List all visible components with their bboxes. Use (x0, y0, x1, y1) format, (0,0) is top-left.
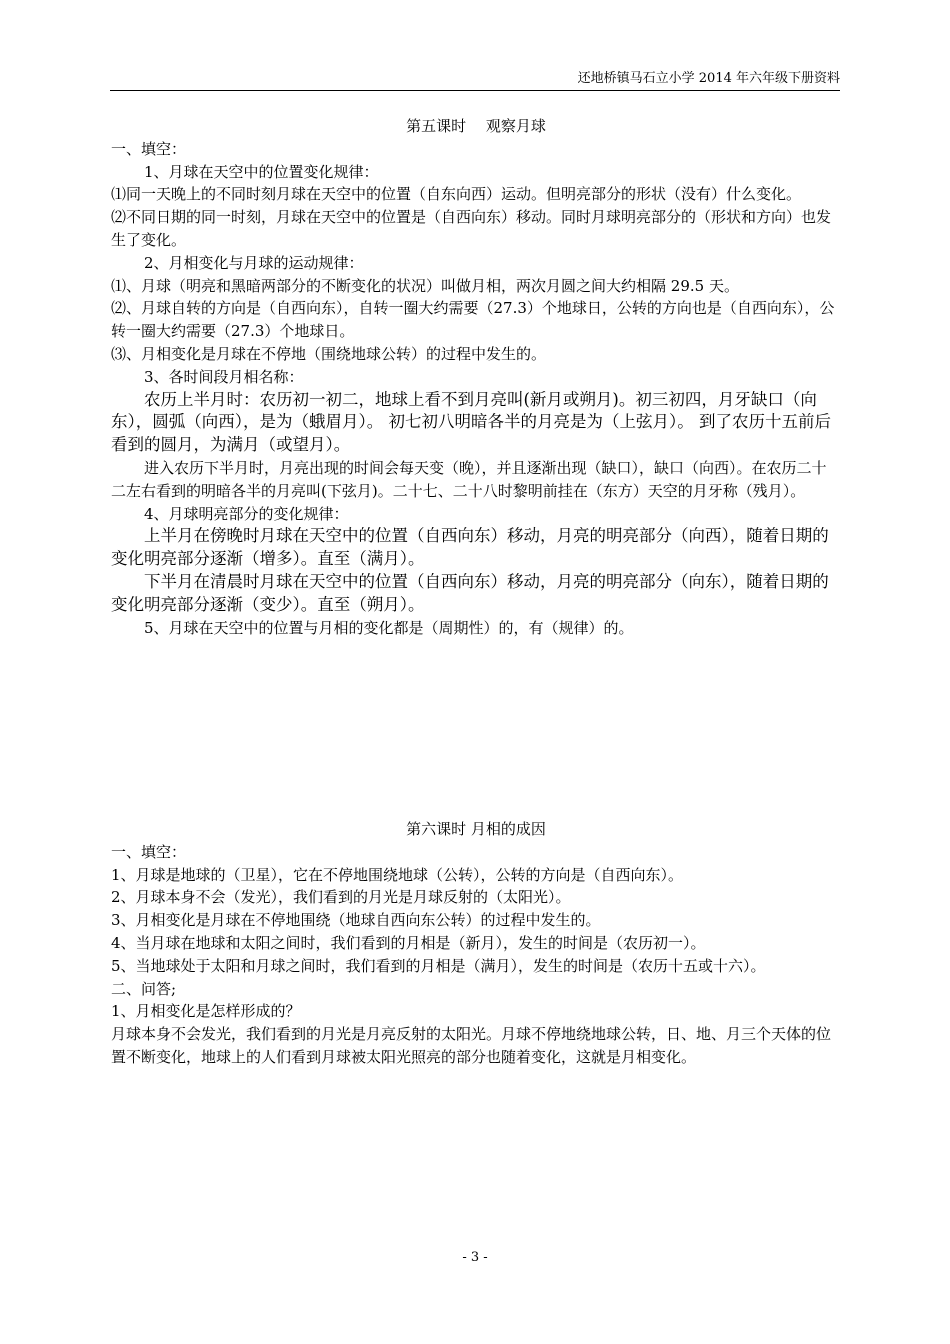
lesson5-q3-title: 3、各时间段月相名称： (144, 367, 304, 386)
lesson6-qa1-question: 1、月相变化是怎样形成的？ (111, 1002, 301, 1021)
lesson5-q2-item3: ⑶、月相变化是月球在不停地（围绕地球公转）的过程中发生的。 (111, 344, 547, 363)
lesson5-q3-paragraph1: 农历上半月时：农历初一初二，地球上看不到月亮叫(新月或朔月)。初三初四，月牙缺口（向东），圆弧（向西），是为（蛾眉月）。 初七初八明暗各半的月亮是为（上弦月）。 到了农历十五前后看到的圆月，为满月（或望月）。 (111, 389, 831, 455)
lesson5-title: 第五课时 观察月球 (406, 117, 546, 135)
lesson6-q3: 3、月相变化是月球在不停地围绕（地球自西向东公转）的过程中发生的。 (111, 911, 601, 930)
lesson5-q4-paragraph2: 下半月在清晨时月球在天空中的位置（自西向东）移动，月亮的明亮部分（向东），随着日期的变化明亮部分逐渐（变少）。直至（朔月）。 (111, 571, 829, 614)
lesson5-q2-item2: ⑵、月球自转的方向是（自西向东），自转一圈大约需要（27.3）个地球日，公转的方向也是（自西向东），公转一圈大约需要（27.3）个地球日。 (111, 299, 835, 341)
lesson6-title: 第六课时 月相的成因 (406, 820, 546, 838)
lesson5-q2-title: 2、月相变化与月球的运动规律： (144, 253, 364, 272)
lesson6-q4: 4、当月球在地球和太阳之间时，我们看到的月相是（新月），发生的时间是（农历初一）。 (111, 933, 706, 952)
page-header: 还地桥镇马石立小学 2014 年六年级下册资料 (110, 71, 840, 91)
lesson5-q2-item1: ⑴、月球（明亮和黑暗两部分的不断变化的状况）叫做月相，两次月圆之间大约相隔 29.5 天。 (111, 276, 739, 295)
lesson5-q5: 5、月球在天空中的位置与月相的变化都是（周期性）的，有（规律）的。 (144, 618, 634, 637)
lesson5-q3-paragraph2: 进入农历下半月时，月亮出现的时间会每天变（晚），并且逐渐出现（缺口），缺口（向西）。在农历二十二左右看到的明暗各半的月亮叫(下弦月)。二十七、二十八时黎明前挂在（东方）天空的月牙称（残月）。 (111, 458, 827, 500)
lesson6-q1: 1、月球是地球的（卫星），它在不停地围绕地球（公转），公转的方向是（自西向东）。 (111, 865, 684, 884)
lesson5-section-heading: 一、填空： (111, 139, 187, 158)
lesson6-section (111, 818, 841, 1069)
lesson5-q4-title: 4、月球明亮部分的变化规律： (144, 504, 349, 523)
lesson6-q2: 2、月球本身不会（发光），我们看到的月光是月球反射的（太阳光）。 (111, 888, 571, 907)
lesson5-q1-item1: ⑴同一天晚上的不同时刻月球在天空中的位置（自东向西）运动。但明亮部分的形状（没有）什么变化。 (111, 185, 802, 204)
page-number: - 3 - (462, 1250, 488, 1265)
lesson5-section (111, 115, 841, 639)
lesson6-q5: 5、当地球处于太阳和月球之间时，我们看到的月相是（满月），发生的时间是（农历十五或十六）。 (111, 956, 766, 975)
lesson6-qa1-answer: 月球本身不会发光，我们看到的月光是月亮反射的太阳光。月球不停地绕地球公转，日、地、月三个天体的位置不断变化，地球上的人们看到月球被太阳光照亮的部分也随着变化，这就是月相变化。 (111, 1025, 832, 1066)
lesson6-section2-heading: 二、问答; (111, 979, 177, 998)
lesson5-q1-title: 1、月球在天空中的位置变化规律： (144, 162, 379, 181)
lesson6-section1-heading: 一、填空： (111, 842, 187, 861)
lesson5-q1-item2: ⑵不同日期的同一时刻，月球在天空中的位置是（自西向东）移动。同时月球明亮部分的（形状和方向）也发生了变化。 (111, 208, 832, 249)
lesson5-q4-paragraph1: 上半月在傍晚时月球在天空中的位置（自西向东）移动，月亮的明亮部分（向西），随着日期的变化明亮部分逐渐（增多）。直至（满月）。 (111, 526, 829, 569)
